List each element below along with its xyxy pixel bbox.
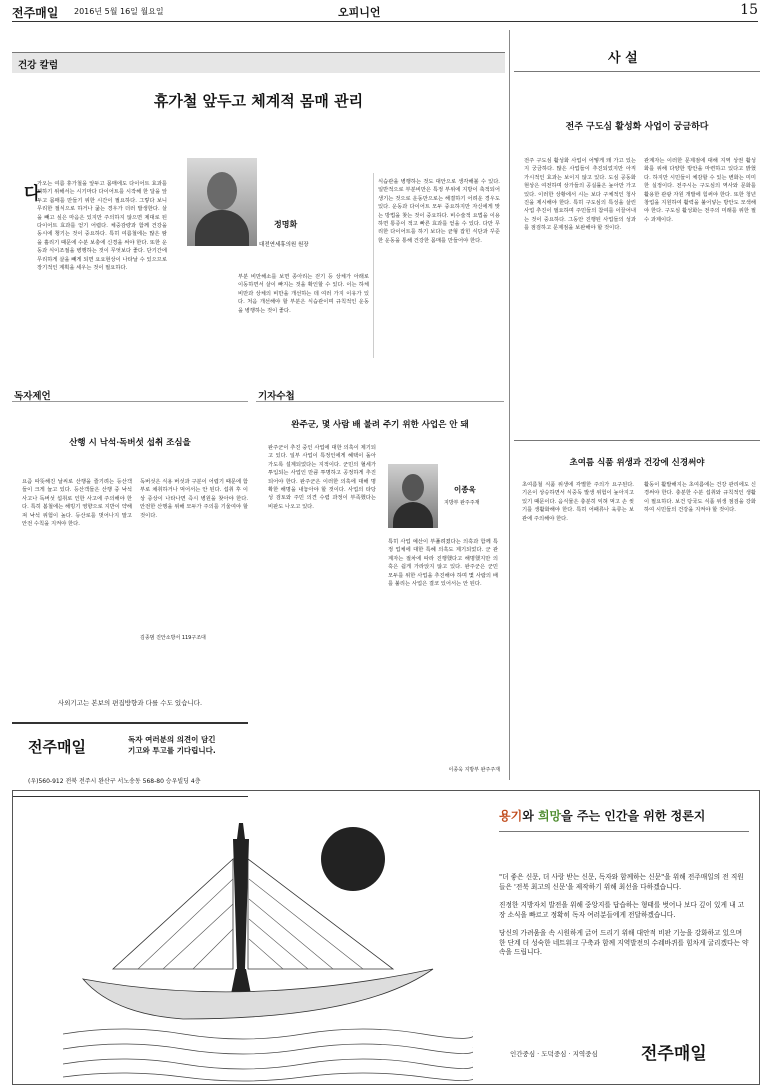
reader-body-col1: 요즘 따뜻해진 날씨로 산행을 즐기려는 등산객들이 크게 늘고 있다. 등산객들은 산행 중 낙석 사고나 독버섯 섭취로 인한 사고에 주의해야 한다. 특히 봄철에는 해빙기 영향으로 지반이 약해져 낙석 위험이 높다. 등산로를 벗어나지 말고 안전 수칙을 지켜야 한다. bbox=[22, 479, 132, 528]
pen-sailboat-illustration bbox=[63, 819, 473, 1084]
slogan-courage: 용기 bbox=[499, 809, 523, 823]
contribution-ad-line1: 독자 여러분의 의견이 담긴 bbox=[128, 735, 216, 744]
health-body-col1: 가오는 여름 휴가철을 앞두고 몸매에도 다이어트 효과를 꾀하기 위해서는 시기마다 다이어트를 시작해 한 달을 앞두고 몸매를 만들기 위한 시간이 필요하다. 그렇다 보니 무리한 절식으로 하거나 굶는 경우가 더러 발생한다. 살을 빼고 싶은 마음은 있지만 주의하지 않으면 제대로 된 다이어트 효과를 얻기 어렵다. 체중감량과 함께 건강을 동시에 챙기는 것이 중요하다. 특히 여름철에는 많은 땀을 흘리기 때문에 수분 보충에 신경을 써야 한다. 또한 운동과 식이조절을 병행하는 것이 무엇보다 좋다. 단기간에 무리하게 살을 빼게 되면 요요현상이 나타날 수 있으므로 장기적인 계획을 세우는 것이 필요하다. bbox=[37, 181, 167, 272]
contribution-ad bbox=[12, 722, 248, 797]
expert-body-col1: 완주군이 추진 중인 사업에 대한 의혹이 제기되고 있다. 일부 사업이 특정인에게 혜택이 돌아가도록 설계되었다는 지적이다. 군민의 혈세가 투입되는 사업인 만큼 투명하고 공정하게 추진되어야 한다. 완주군은 이러한 의혹에 대해 명확한 해명을 내놓아야 할 것이다. 사업의 타당성 검토와 주민 의견 수렴 과정이 부족했다는 비판도 나오고 있다. bbox=[268, 445, 376, 510]
author-photo bbox=[388, 464, 438, 528]
editorial-body-col1: 전주 구도심 활성화 사업이 어떻게 돼 가고 있는지 궁금하다. 많은 사업들이 추진되었지만 아직 가시적인 효과는 보이지 않고 있다. 도심 공동화 현상은 여전하며 상가들의 공실률은 높아만 가고 있다. 이러한 상황에서 시는 보다 구체적인 청사진을 제시해야 한다. 특히 구도심의 특성을 살린 사업 추진이 필요하며 주민들의 참여를 이끌어내는 것이 중요하다. 그동안 진행된 사업들의 성과를 점검하고 문제점을 보완해야 할 것이다. bbox=[524, 158, 636, 232]
expert-author-name: 이종욱 bbox=[454, 485, 476, 494]
section-divider bbox=[509, 30, 510, 780]
slogan-divider bbox=[499, 831, 749, 832]
food-body-col2: 활동이 활발해지는 초여름에는 건강 관리에도 신경써야 한다. 충분한 수분 섭취와 규칙적인 생활이 필요하다. 보건 당국도 식품 위생 점검을 강화하여 시민들의 건강을 지켜야 할 것이다. bbox=[644, 482, 756, 514]
health-column-tag: 건강 칼럼 bbox=[12, 53, 505, 73]
health-body-col3: 식습관을 병행하는 것도 대안으로 생각해볼 수 있다. 일반적으로 부분비만은 특정 부위에 지방이 축적되어 생기는 것으로 운동만으로는 해결하기 어려운 경우도 있다. 운동과 다이어트 모두 중요하지만 자신에게 맞는 방법을 찾는 것이 중요하다. 비수술적 요법을 이용하면 통증이 적고 빠른 효과를 얻을 수 있다. 다만 무리한 다이어트를 하기 보다는 균형 잡힌 식단과 꾸준한 운동을 통해 건강한 몸매를 만들어야 한다. bbox=[378, 179, 500, 244]
page-header bbox=[12, 2, 758, 22]
slogan-part1: 와 bbox=[522, 809, 538, 823]
editorial-body-col2: 관계자는 이러한 문제점에 대해 지역 상권 활성화를 위해 다양한 방안을 마련하고 있다고 밝혔다. 하지만 시민들이 체감할 수 있는 변화는 미미한 실정이다. 전주시는 구도심의 역사와 문화를 활용한 관광 자원 개발에 힘써야 한다. 또한 청년 창업을 지원하여 활력을 불어넣는 방안도 모색해야 한다. 구도심 활성화는 전주의 미래를 위한 필수 과제이다. bbox=[644, 158, 756, 223]
reader-letter-headline: 산행 시 낙석·독버섯 섭취 조심을 bbox=[69, 438, 191, 448]
expert-byline: 이종욱 지방부 완주주재 bbox=[448, 767, 500, 773]
slogan-part2: 을 주는 인간을 위한 정론지 bbox=[561, 809, 706, 823]
promo-paragraph-3: 당신의 가려움을 속 시원하게 긁어 드리기 위해 대안적 비판 기능을 강화하고 있으며 한 단계 더 성숙한 네트워크 구축과 함께 지역발전의 수레바퀴를 힘차게 굴리겠다는 약속을 드립니다. bbox=[499, 929, 749, 956]
promo-body bbox=[499, 873, 749, 967]
publication-date: 2016년 5월 16일 월요일 bbox=[74, 7, 164, 16]
food-headline: 초여름 식품 위생과 건강에 신경써야 bbox=[569, 458, 705, 468]
expert-body-col2: 특히 사업 예산이 부풀려졌다는 의혹과 함께 특정 업체에 대한 특혜 의혹도 제기되었다. 군 관계자는 절차에 따라 진행했다고 해명했지만 의혹은 쉽게 가라앉지 않고 있다. 완주군은 군민 모두를 위한 사업을 추진해야 하며 몇 사람의 배를 불리는 사업은 결코 있어서는 안 된다. bbox=[388, 539, 498, 588]
health-column bbox=[12, 52, 505, 370]
expert-column bbox=[256, 388, 504, 778]
editorial bbox=[514, 43, 760, 435]
expert-author-title: 지방부 완주주재 bbox=[444, 500, 480, 506]
newspaper-promo-ad bbox=[12, 790, 760, 1085]
editorial-tag: 사 설 bbox=[608, 51, 638, 66]
editorial-rule bbox=[514, 71, 760, 72]
promo-footer-tagline: 인간중심 · 도덕중심 · 지역중심 bbox=[510, 1050, 598, 1058]
masthead-logo: 전주매일 bbox=[12, 6, 59, 20]
food-safety-column bbox=[514, 440, 760, 778]
reader-byline: 김종범 진안소방서 119구조대 bbox=[140, 635, 206, 641]
contribution-disclaimer: 사외기고는 본보의 편집방향과 다를 수도 있습니다. bbox=[57, 699, 203, 707]
slogan-hope: 희망 bbox=[537, 809, 562, 823]
editorial-headline: 전주 구도심 활성화 사업이 궁금하다 bbox=[565, 122, 709, 132]
author-photo bbox=[187, 158, 257, 246]
contribution-ad-logo: 전주매일 bbox=[28, 738, 86, 756]
health-headline: 휴가철 앞두고 체계적 몸매 관리 bbox=[153, 92, 364, 110]
column-divider bbox=[373, 173, 374, 358]
reader-body-col2: 독버섯은 식용 버섯과 구분이 어렵기 때문에 함부로 채취하거나 먹어서는 안 된다. 섭취 후 이상 증상이 나타나면 즉시 병원을 찾아야 한다. 안전한 산행을 위해 모두가 주의를 기울여야 할 것이다. bbox=[140, 479, 248, 519]
section-title: 오피니언 bbox=[338, 6, 381, 19]
health-author-title: 대전연세휴의원 원장 bbox=[259, 242, 309, 248]
promo-paragraph-1: "더 좋은 신문, 더 사랑 받는 신문, 독자와 함께하는 신문"을 위해 전주매일의 전 직원들은 '전북 최고의 신문'을 제작하기 위해 최선을 다하겠습니다. bbox=[499, 873, 744, 891]
promo-slogan bbox=[499, 807, 705, 824]
contribution-ad-line2: 기고와 투고를 기다립니다. bbox=[128, 746, 216, 755]
expert-column-tag: 기자수첩 bbox=[256, 388, 504, 402]
promo-paragraph-2: 진정한 지방자치 발전을 위해 중앙지를 답습하는 형태를 벗어나 보다 깊이 있게 내 고장 소식을 빠르고 정확히 독자 여러분들에게 전달하겠습니다. bbox=[499, 901, 745, 919]
health-body-col2: 부분 비만해소를 보면 종아리는 걷기 등 상체가 아래로 이동하면서 살이 빠지는 것을 확인할 수 있다. 이는 하체 비만과 상체의 비만을 개선하는 데 여러 가지 이유가 있다. 처음 개선해야 할 부분은 식습관이며 규칙적인 운동을 병행하는 것이 좋다. bbox=[238, 274, 369, 314]
dropcap: 다 bbox=[24, 184, 41, 204]
health-author-name: 정명화 bbox=[274, 219, 298, 229]
food-body-col1: 초여름철 식품 위생에 각별한 주의가 요구된다. 기온이 상승하면서 식중독 발생 위험이 높아지고 있기 때문이다. 음식물은 충분히 익혀 먹고 손 씻기를 생활화해야 한다. 특히 어패류나 육류는 보관에 주의해야 한다. bbox=[522, 482, 634, 522]
reader-letter bbox=[12, 388, 248, 685]
expert-headline: 완주군, 몇 사람 배 불려 주기 위한 사업은 안 돼 bbox=[291, 420, 469, 430]
reader-letter-tag: 독자제언 bbox=[12, 388, 248, 402]
page-number: 15 bbox=[740, 2, 758, 18]
contribution-ad-address: (우)560-912 전북 전주시 완산구 서노송동 568-80 승우빌딩 4층 bbox=[28, 778, 201, 785]
contribution-ad-text bbox=[128, 734, 246, 756]
promo-footer-logo: 전주매일 bbox=[641, 1044, 707, 1064]
